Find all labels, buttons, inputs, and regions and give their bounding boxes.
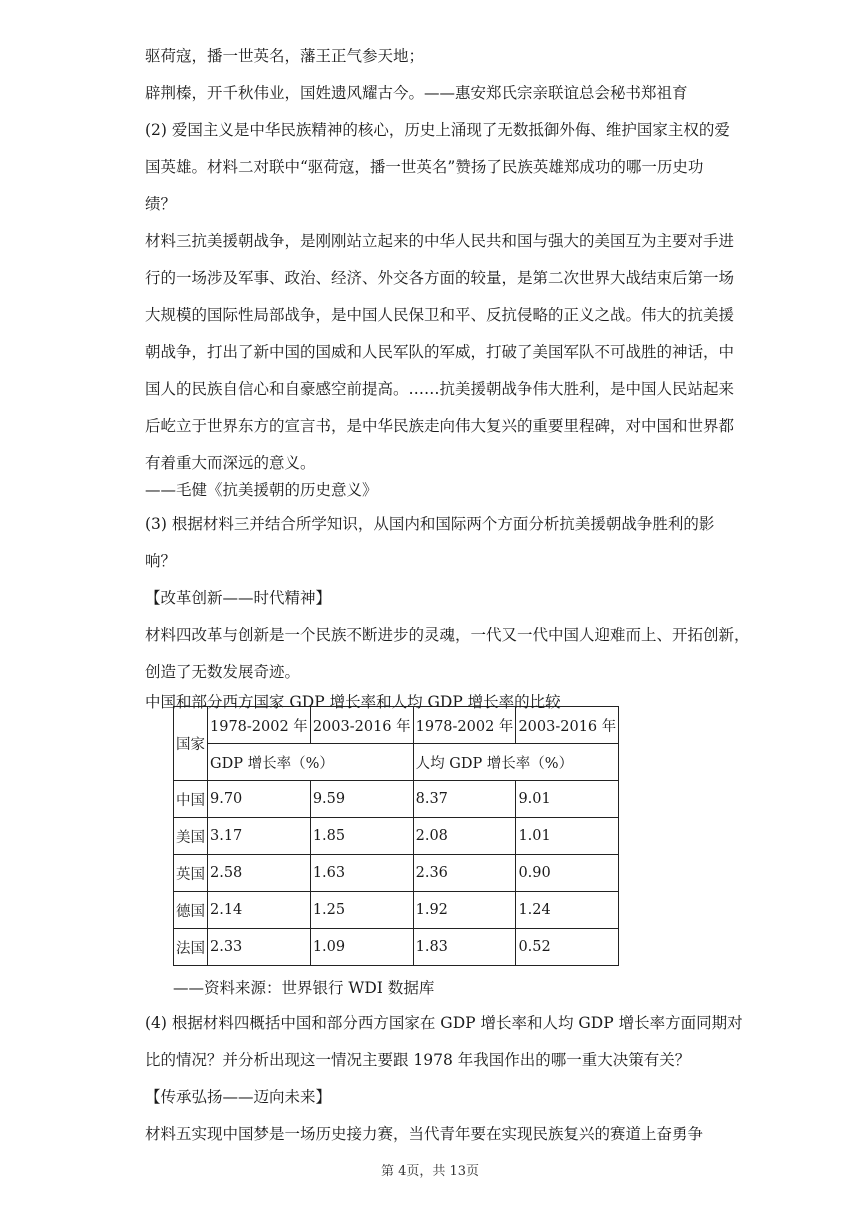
material-4-line-1: 材料四改革与创新是一个民族不断进步的灵魂，一代又一代中国人迎难而上、开拓创新，: [145, 626, 750, 644]
value-cell: 9.70: [208, 781, 311, 818]
value-cell: 1.01: [516, 818, 619, 855]
table-metric-row: [174, 744, 619, 781]
material-5-line-1: 材料五实现中国梦是一场历史接力赛，当代青年要在实现民族复兴的赛道上奋勇争: [145, 1125, 704, 1143]
value-cell: 1.24: [516, 892, 619, 929]
question-2-line-3: 绩？: [145, 195, 177, 213]
period-header: 1978-2002 年: [208, 707, 311, 744]
per-capita-gdp-growth-header: 人均 GDP 增长率（%）: [413, 744, 619, 781]
table-row: [174, 781, 619, 818]
value-cell: 2.14: [208, 892, 311, 929]
material-3-line-4: 朝战争，打出了新中国的国威和人民军队的军威，打破了美国军队不可战胜的神话，中: [145, 343, 735, 361]
country-cell: 德国: [174, 892, 208, 929]
section-heading-heritage: 【传承弘扬——迈向未来】: [145, 1088, 332, 1106]
question-4-line-2: 比的情况？并分析出现这一情况主要跟 1978 年我国作出的哪一重大决策有关？: [145, 1051, 691, 1069]
material-3-line-7: 有着重大而深远的意义。: [145, 454, 316, 472]
table-row: [174, 892, 619, 929]
table-header-row: [174, 707, 619, 744]
value-cell: 3.17: [208, 818, 311, 855]
period-header: 2003-2016 年: [516, 707, 619, 744]
value-cell: 8.37: [413, 781, 516, 818]
country-cell: 中国: [174, 781, 208, 818]
period-header: 2003-2016 年: [310, 707, 413, 744]
material-3-line-3: 大规模的国际性局部战争，是中国人民保卫和平、反抗侵略的正义之战。伟大的抗美援: [145, 306, 735, 324]
table-row: [174, 818, 619, 855]
value-cell: 9.01: [516, 781, 619, 818]
table-source: ——资料来源：世界银行 WDI 数据库: [173, 979, 435, 997]
material-3-line-5: 国人的民族自信心和自豪感空前提高。……抗美援朝战争伟大胜利，是中国人民站起来: [145, 380, 735, 398]
material-3-line-1: 材料三抗美援朝战争，是刚刚站立起来的中华人民共和国与强大的美国互为主要对手进: [145, 232, 735, 250]
question-3-line-1: (3) 根据材料三并结合所学知识，从国内和国际两个方面分析抗美援朝战争胜利的影: [145, 515, 715, 533]
value-cell: 1.92: [413, 892, 516, 929]
value-cell: 0.52: [516, 929, 619, 966]
value-cell: 2.58: [208, 855, 311, 892]
material-3-citation: ——毛健《抗美援朝的历史意义》: [145, 481, 378, 499]
value-cell: 1.63: [310, 855, 413, 892]
question-4-line-1: (4) 根据材料四概括中国和部分西方国家在 GDP 增长率和人均 GDP 增长率方面同期对: [145, 1014, 743, 1032]
value-cell: 0.90: [516, 855, 619, 892]
value-cell: 9.59: [310, 781, 413, 818]
gdp-growth-header: GDP 增长率（%）: [208, 744, 414, 781]
country-header: 国家: [174, 707, 208, 781]
table-row: [174, 855, 619, 892]
question-2-line-1: (2) 爱国主义是中华民族精神的核心，历史上涌现了无数抵御外侮、维护国家主权的爱: [145, 121, 730, 139]
period-header: 1978-2002 年: [413, 707, 516, 744]
question-3-line-2: 响？: [145, 552, 177, 570]
value-cell: 1.09: [310, 929, 413, 966]
couplet-line-2: 辟荆榛，开千秋伟业，国姓遗风耀古今。——惠安郑氏宗亲联谊总会秘书郑祖育: [145, 84, 688, 102]
country-cell: 美国: [174, 818, 208, 855]
couplet-line-1: 驱荷寇，播一世英名，藩王正气参天地；: [145, 47, 425, 65]
value-cell: 1.25: [310, 892, 413, 929]
table-row: [174, 929, 619, 966]
value-cell: 1.83: [413, 929, 516, 966]
table-caption: 中国和部分西方国家 GDP 增长率和人均 GDP 增长率的比较: [145, 693, 561, 711]
value-cell: 2.36: [413, 855, 516, 892]
question-2-line-2: 国英雄。材料二对联中“驱荷寇，播一世英名”赞扬了民族英雄郑成功的哪一历史功: [145, 158, 704, 176]
material-3-line-2: 行的一场涉及军事、政治、经济、外交各方面的较量，是第二次世界大战结束后第一场: [145, 269, 735, 287]
country-cell: 法国: [174, 929, 208, 966]
value-cell: 2.08: [413, 818, 516, 855]
value-cell: 2.33: [208, 929, 311, 966]
country-cell: 英国: [174, 855, 208, 892]
gdp-comparison-table: [173, 706, 619, 966]
value-cell: 1.85: [310, 818, 413, 855]
material-3-line-6: 后屹立于世界东方的宣言书，是中华民族走向伟大复兴的重要里程碑，对中国和世界都: [145, 417, 735, 435]
section-heading-reform: 【改革创新——时代精神】: [145, 589, 332, 607]
page-footer: 第 4页，共 13页: [380, 1164, 480, 1179]
material-4-line-2: 创造了无数发展奇迹。: [145, 663, 301, 681]
